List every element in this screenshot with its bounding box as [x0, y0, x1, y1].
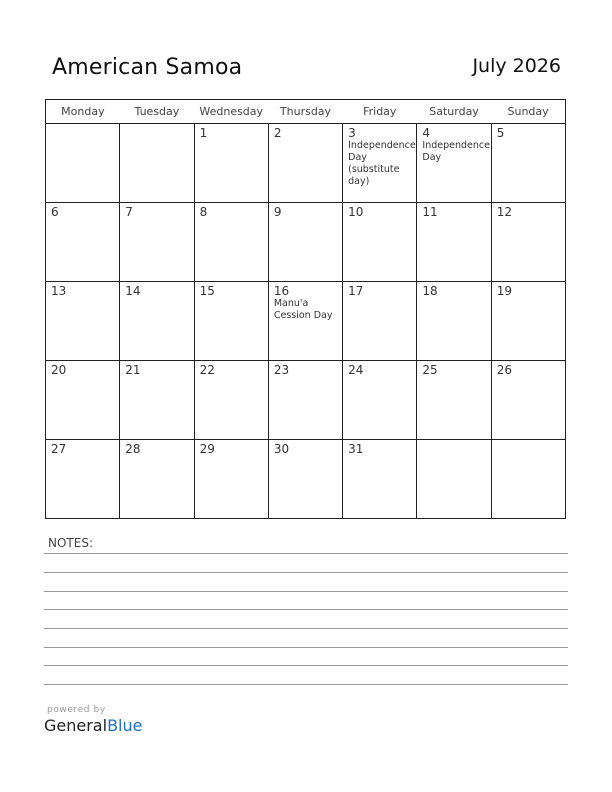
day-number: 24: [348, 363, 364, 377]
day-number: 29: [199, 442, 215, 456]
day-number: 18: [422, 284, 438, 298]
day-number: 14: [125, 284, 141, 298]
day-number: 31: [348, 442, 364, 456]
weekday-header: Thursday: [268, 100, 342, 124]
calendar-grid: [45, 99, 566, 519]
calendar-title: American Samoa: [52, 55, 243, 80]
day-cell[interactable]: [417, 203, 491, 282]
day-number: 5: [496, 126, 505, 140]
day-number: 1: [199, 126, 208, 140]
day-number: 10: [348, 205, 364, 219]
week-row: [46, 282, 566, 361]
day-cell[interactable]: [120, 361, 194, 440]
holiday-label: Independence Day: [422, 140, 490, 163]
day-cell[interactable]: [268, 440, 342, 519]
day-cell[interactable]: [194, 124, 268, 203]
day-number: 8: [199, 205, 208, 219]
note-line: [44, 628, 568, 629]
note-line: [44, 553, 568, 554]
powered-by-text: powered by: [47, 705, 106, 715]
day-number: 23: [273, 363, 290, 377]
day-number: 13: [51, 284, 67, 298]
day-cell[interactable]: [491, 361, 565, 440]
day-number: 22: [199, 363, 215, 377]
day-cell[interactable]: [46, 440, 120, 519]
day-cell[interactable]: [46, 124, 120, 203]
day-cell[interactable]: [194, 282, 268, 361]
notes-label: NOTES:: [48, 536, 93, 550]
day-number: 26: [496, 363, 512, 377]
note-line: [44, 665, 568, 666]
day-number: 9: [273, 205, 282, 219]
holiday-label: Independence Day (substitute day): [348, 140, 416, 187]
day-number: 19: [496, 284, 512, 298]
day-number: 21: [125, 363, 141, 377]
day-cell[interactable]: [417, 124, 491, 203]
day-number: 30: [273, 442, 290, 456]
day-number: 7: [125, 205, 133, 219]
day-cell[interactable]: [491, 124, 565, 203]
note-line: [44, 647, 568, 648]
weekday-header-row: [46, 100, 566, 124]
brand-blue: Blue: [107, 716, 143, 735]
day-cell[interactable]: [343, 124, 417, 203]
note-line: [44, 684, 568, 685]
day-cell[interactable]: [120, 203, 194, 282]
day-number: 20: [51, 363, 67, 377]
note-line: [44, 591, 568, 592]
day-number: 4: [422, 126, 431, 140]
day-cell[interactable]: [417, 282, 491, 361]
day-cell[interactable]: [343, 361, 417, 440]
day-cell[interactable]: [343, 440, 417, 519]
day-number: 2: [273, 126, 282, 140]
day-number: 15: [199, 284, 215, 298]
day-cell[interactable]: [268, 361, 342, 440]
day-cell[interactable]: [417, 440, 491, 519]
weekday-header: Monday: [46, 100, 120, 124]
brand-general: General: [44, 716, 108, 735]
day-cell[interactable]: [491, 282, 565, 361]
generalblue-logo[interactable]: [44, 716, 142, 735]
week-row: [46, 124, 566, 203]
day-number: 11: [422, 205, 438, 219]
day-number: 12: [496, 205, 512, 219]
week-row: [46, 440, 566, 519]
day-cell[interactable]: [46, 203, 120, 282]
day-cell[interactable]: [120, 440, 194, 519]
day-cell[interactable]: [120, 124, 194, 203]
day-cell[interactable]: [268, 282, 342, 361]
day-cell[interactable]: [268, 203, 342, 282]
day-cell[interactable]: [343, 282, 417, 361]
note-line: [44, 609, 568, 610]
day-cell[interactable]: [194, 361, 268, 440]
weekday-header: Sunday: [491, 100, 565, 124]
holiday-label: Manu'a Cession Day: [273, 298, 333, 321]
weekday-header: Tuesday: [120, 100, 194, 124]
weekday-header: Friday: [343, 100, 417, 124]
day-number: 25: [422, 363, 438, 377]
month-label: July 2026: [472, 55, 561, 77]
day-number: 17: [348, 284, 364, 298]
day-cell[interactable]: [268, 124, 342, 203]
note-line: [44, 572, 568, 573]
weekday-header: Wednesday: [194, 100, 268, 124]
weekday-header: Saturday: [417, 100, 491, 124]
day-cell[interactable]: [491, 203, 565, 282]
day-number: 16: [273, 284, 290, 298]
day-number: 27: [51, 442, 67, 456]
day-number: 3: [348, 126, 356, 140]
day-cell[interactable]: [491, 440, 565, 519]
day-number: 28: [125, 442, 141, 456]
week-row: [46, 361, 566, 440]
day-cell[interactable]: [46, 361, 120, 440]
day-cell[interactable]: [46, 282, 120, 361]
day-number: 6: [51, 205, 59, 219]
day-cell[interactable]: [194, 203, 268, 282]
day-cell[interactable]: [343, 203, 417, 282]
day-cell[interactable]: [194, 440, 268, 519]
day-cell[interactable]: [120, 282, 194, 361]
week-row: [46, 203, 566, 282]
day-cell[interactable]: [417, 361, 491, 440]
